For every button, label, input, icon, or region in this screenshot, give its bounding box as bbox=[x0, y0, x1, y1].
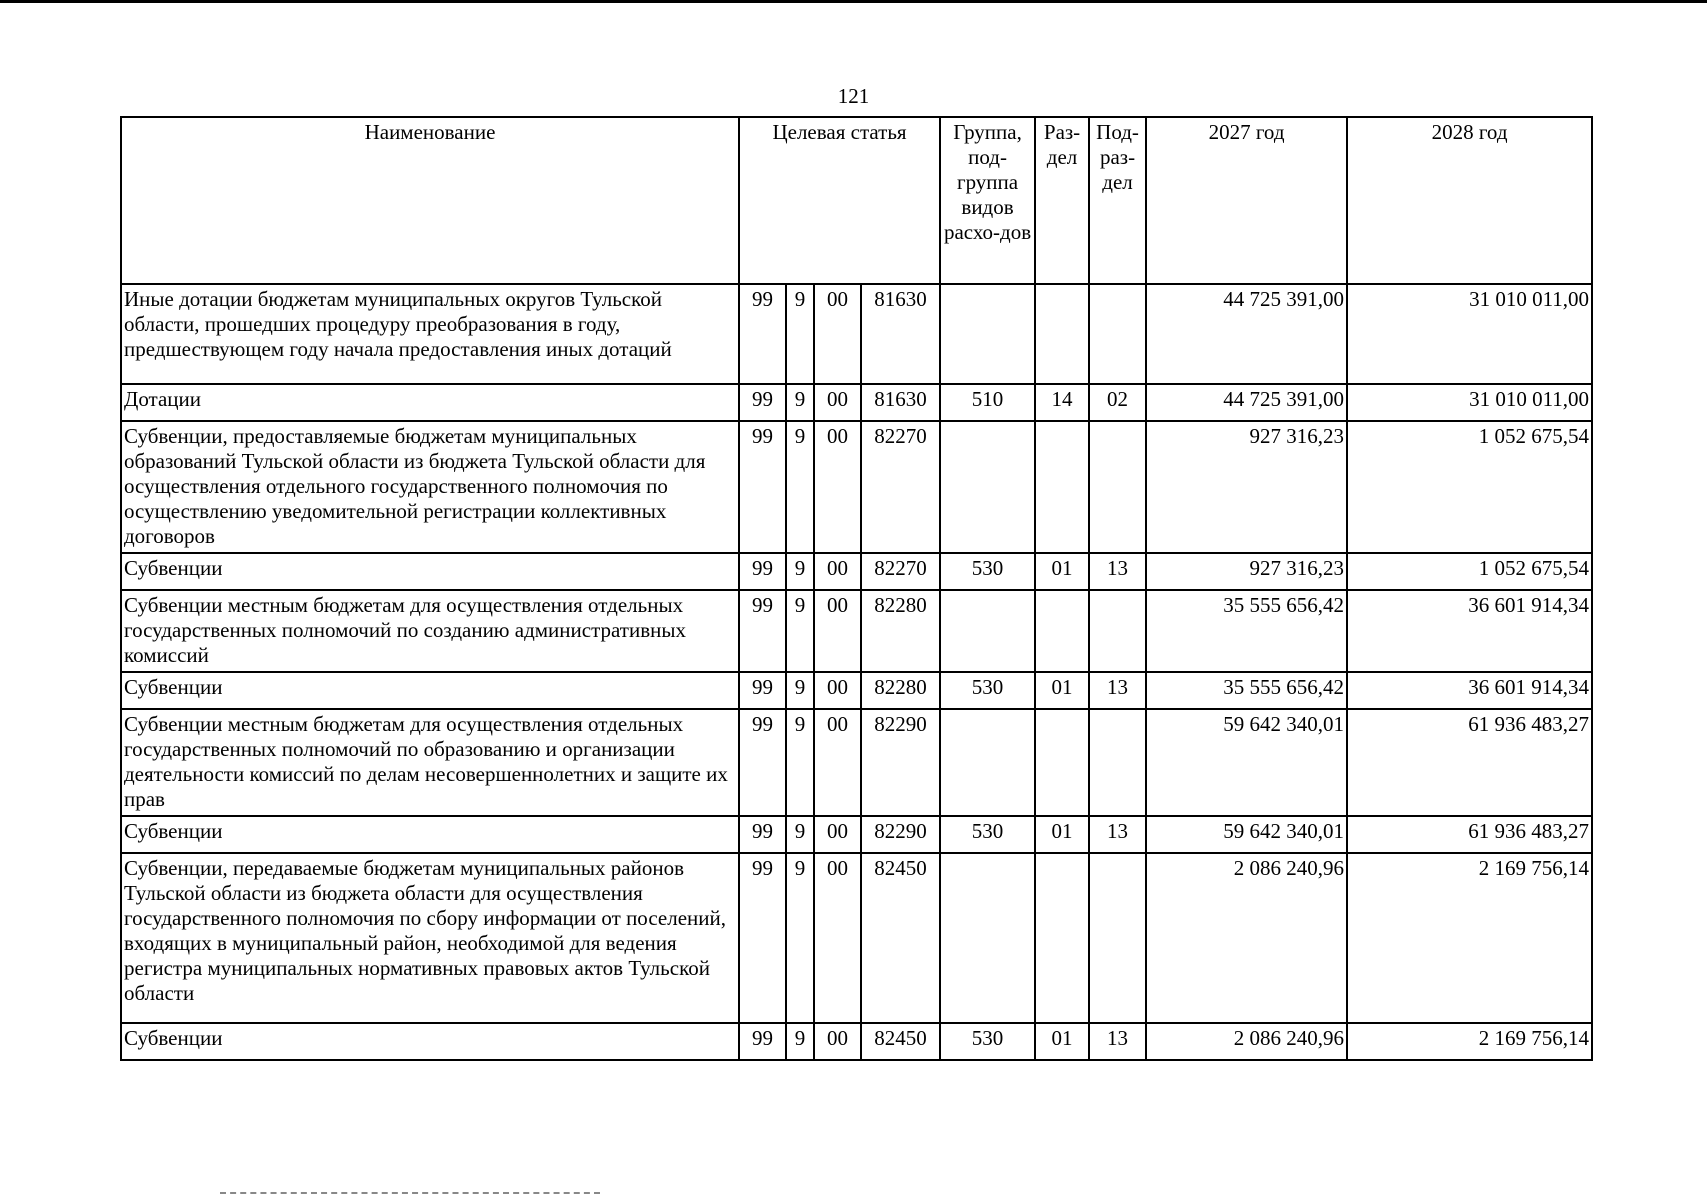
row-name-cell: Субвенции bbox=[121, 816, 739, 853]
target-code-part3: 00 bbox=[814, 284, 861, 384]
amount-2028-cell: 31 010 011,00 bbox=[1347, 384, 1592, 421]
target-code-part1: 99 bbox=[739, 284, 786, 384]
section-cell: 14 bbox=[1035, 384, 1089, 421]
target-code-part3: 00 bbox=[814, 384, 861, 421]
subsection-cell bbox=[1089, 709, 1146, 816]
target-code-part3: 00 bbox=[814, 672, 861, 709]
target-code-part4: 82270 bbox=[861, 553, 940, 590]
header-year-2028: 2028 год bbox=[1347, 117, 1592, 284]
header-subsection: Под-раз-дел bbox=[1089, 117, 1146, 284]
target-code-part1: 99 bbox=[739, 709, 786, 816]
row-name-cell: Субвенции, передаваемые бюджетам муниципальных районов Тульской области из бюджета области для осуществления государственного полномочия по сбору информации от поселений, входящих в муниципальный район, необходимой для ведения регистра муниципальных нормативных правовых актов Тульской области bbox=[121, 853, 739, 1023]
target-code-part2: 9 bbox=[786, 284, 814, 384]
header-section: Раз-дел bbox=[1035, 117, 1089, 284]
target-code-part3: 00 bbox=[814, 1023, 861, 1060]
expense-group-cell bbox=[940, 590, 1035, 672]
target-code-part1: 99 bbox=[739, 1023, 786, 1060]
expense-group-cell: 510 bbox=[940, 384, 1035, 421]
amount-2027-cell: 2 086 240,96 bbox=[1146, 1023, 1347, 1060]
target-code-part3: 00 bbox=[814, 590, 861, 672]
target-code-part4: 82450 bbox=[861, 853, 940, 1023]
target-code-part2: 9 bbox=[786, 672, 814, 709]
subsection-cell: 13 bbox=[1089, 1023, 1146, 1060]
target-code-part1: 99 bbox=[739, 590, 786, 672]
target-code-part2: 9 bbox=[786, 384, 814, 421]
row-name-cell: Субвенции местным бюджетам для осуществления отдельных государственных полномочий по образованию и организации деятельности комиссий по делам несовершеннолетних и защите их прав bbox=[121, 709, 739, 816]
row-name-cell: Субвенции bbox=[121, 672, 739, 709]
target-code-part4: 82280 bbox=[861, 590, 940, 672]
amount-2028-cell: 1 052 675,54 bbox=[1347, 553, 1592, 590]
amount-2027-cell: 44 725 391,00 bbox=[1146, 384, 1347, 421]
section-cell: 01 bbox=[1035, 672, 1089, 709]
section-cell: 01 bbox=[1035, 553, 1089, 590]
table-row bbox=[121, 672, 1592, 709]
target-code-part4: 82270 bbox=[861, 421, 940, 553]
row-name-cell: Субвенции, предоставляемые бюджетам муниципальных образований Тульской области из бюджета Тульской области для осуществления отдельного государственного полномочия по осуществлению уведомительной регистрации коллективных договоров bbox=[121, 421, 739, 553]
amount-2027-cell: 927 316,23 bbox=[1146, 421, 1347, 553]
subsection-cell: 13 bbox=[1089, 672, 1146, 709]
amount-2027-cell: 59 642 340,01 bbox=[1146, 709, 1347, 816]
expense-group-cell bbox=[940, 853, 1035, 1023]
target-code-part3: 00 bbox=[814, 709, 861, 816]
amount-2027-cell: 44 725 391,00 bbox=[1146, 284, 1347, 384]
subsection-cell: 02 bbox=[1089, 384, 1146, 421]
amount-2028-cell: 61 936 483,27 bbox=[1347, 709, 1592, 816]
row-name-cell: Дотации bbox=[121, 384, 739, 421]
target-code-part3: 00 bbox=[814, 553, 861, 590]
target-code-part4: 81630 bbox=[861, 384, 940, 421]
subsection-cell bbox=[1089, 421, 1146, 553]
header-expense-group: Группа, под-группа видов расхо-дов bbox=[940, 117, 1035, 284]
section-cell bbox=[1035, 590, 1089, 672]
target-code-part2: 9 bbox=[786, 553, 814, 590]
subsection-cell bbox=[1089, 284, 1146, 384]
amount-2028-cell: 36 601 914,34 bbox=[1347, 672, 1592, 709]
expense-group-cell: 530 bbox=[940, 553, 1035, 590]
table-row bbox=[121, 284, 1592, 384]
subsection-cell bbox=[1089, 590, 1146, 672]
target-code-part4: 81630 bbox=[861, 284, 940, 384]
target-code-part4: 82280 bbox=[861, 672, 940, 709]
target-code-part2: 9 bbox=[786, 709, 814, 816]
amount-2028-cell: 1 052 675,54 bbox=[1347, 421, 1592, 553]
table-row bbox=[121, 590, 1592, 672]
target-code-part1: 99 bbox=[739, 553, 786, 590]
amount-2027-cell: 2 086 240,96 bbox=[1146, 853, 1347, 1023]
target-code-part3: 00 bbox=[814, 816, 861, 853]
target-code-part1: 99 bbox=[739, 421, 786, 553]
table-row bbox=[121, 709, 1592, 816]
target-code-part1: 99 bbox=[739, 384, 786, 421]
target-code-part4: 82290 bbox=[861, 709, 940, 816]
target-code-part2: 9 bbox=[786, 1023, 814, 1060]
amount-2027-cell: 35 555 656,42 bbox=[1146, 590, 1347, 672]
expense-group-cell: 530 bbox=[940, 1023, 1035, 1060]
amount-2028-cell: 61 936 483,27 bbox=[1347, 816, 1592, 853]
amount-2028-cell: 31 010 011,00 bbox=[1347, 284, 1592, 384]
section-cell: 01 bbox=[1035, 1023, 1089, 1060]
target-code-part2: 9 bbox=[786, 853, 814, 1023]
subsection-cell: 13 bbox=[1089, 553, 1146, 590]
row-name-cell: Иные дотации бюджетам муниципальных округов Тульской области, прошедших процедуру преобразования в году, предшествующем году начала предоставления иных дотаций bbox=[121, 284, 739, 384]
amount-2027-cell: 59 642 340,01 bbox=[1146, 816, 1347, 853]
table-row bbox=[121, 853, 1592, 1023]
header-year-2027: 2027 год bbox=[1146, 117, 1347, 284]
page-number: 121 bbox=[837, 84, 870, 108]
target-code-part3: 00 bbox=[814, 853, 861, 1023]
target-code-part4: 82450 bbox=[861, 1023, 940, 1060]
expense-group-cell bbox=[940, 709, 1035, 816]
section-cell: 01 bbox=[1035, 816, 1089, 853]
target-code-part2: 9 bbox=[786, 421, 814, 553]
target-code-part4: 82290 bbox=[861, 816, 940, 853]
amount-2027-cell: 35 555 656,42 bbox=[1146, 672, 1347, 709]
target-code-part1: 99 bbox=[739, 672, 786, 709]
expense-group-cell bbox=[940, 284, 1035, 384]
target-code-part1: 99 bbox=[739, 816, 786, 853]
table-row bbox=[121, 1023, 1592, 1060]
amount-2027-cell: 927 316,23 bbox=[1146, 553, 1347, 590]
budget-table bbox=[120, 116, 1593, 1061]
section-cell bbox=[1035, 421, 1089, 553]
top-scan-rule bbox=[0, 0, 1707, 3]
table-row bbox=[121, 553, 1592, 590]
expense-group-cell bbox=[940, 421, 1035, 553]
subsection-cell: 13 bbox=[1089, 816, 1146, 853]
amount-2028-cell: 36 601 914,34 bbox=[1347, 590, 1592, 672]
table-row bbox=[121, 384, 1592, 421]
expense-group-cell: 530 bbox=[940, 672, 1035, 709]
target-code-part2: 9 bbox=[786, 590, 814, 672]
target-code-part1: 99 bbox=[739, 853, 786, 1023]
section-cell bbox=[1035, 709, 1089, 816]
header-name: Наименование bbox=[121, 117, 739, 284]
table-row bbox=[121, 421, 1592, 553]
header-target-article: Целевая статья bbox=[739, 117, 940, 284]
expense-group-cell: 530 bbox=[940, 816, 1035, 853]
row-name-cell: Субвенции местным бюджетам для осуществления отдельных государственных полномочий по созданию административных комиссий bbox=[121, 590, 739, 672]
amount-2028-cell: 2 169 756,14 bbox=[1347, 1023, 1592, 1060]
subsection-cell bbox=[1089, 853, 1146, 1023]
table-row bbox=[121, 816, 1592, 853]
amount-2028-cell: 2 169 756,14 bbox=[1347, 853, 1592, 1023]
target-code-part2: 9 bbox=[786, 816, 814, 853]
section-cell bbox=[1035, 284, 1089, 384]
header-row bbox=[121, 117, 1592, 284]
section-cell bbox=[1035, 853, 1089, 1023]
row-name-cell: Субвенции bbox=[121, 1023, 739, 1060]
target-code-part3: 00 bbox=[814, 421, 861, 553]
row-name-cell: Субвенции bbox=[121, 553, 739, 590]
bottom-scan-rule bbox=[220, 1192, 600, 1195]
